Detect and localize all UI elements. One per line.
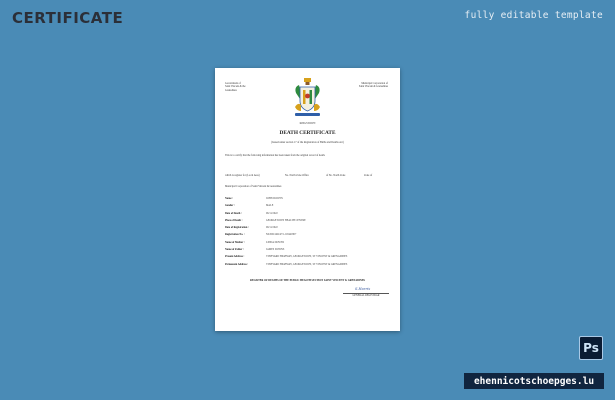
signature-caption: GENERAL REGISTRAR bbox=[352, 294, 380, 297]
field-value: 06/11/2022 bbox=[266, 211, 278, 215]
field-label: Name of Father : bbox=[225, 248, 244, 252]
registration-local-area: which is register for (Local Area) bbox=[225, 174, 260, 177]
header-left-line: Grenadines bbox=[225, 88, 237, 92]
registration-zone: of No. North Zone bbox=[326, 174, 346, 177]
field-row-registration-no bbox=[225, 233, 395, 240]
field-value: JOHN DOWNS bbox=[266, 197, 283, 200]
field-value: JAMES DOWNS bbox=[266, 248, 285, 252]
header-right-line: Saint Vincent & Grenadines bbox=[358, 85, 388, 89]
field-value: LINDA DOWNS bbox=[266, 240, 285, 244]
registrar-heading: REGISTER OF DEATHS OF THE PUBLIC HEALTH SECTION SAINT VINCENT & GRENADINES bbox=[250, 279, 365, 282]
field-row-date-of-death bbox=[225, 212, 395, 219]
header-right bbox=[340, 82, 388, 89]
certificate-paper bbox=[215, 68, 400, 331]
header-left-line: Saint Vincent & the bbox=[225, 85, 246, 89]
field-value: VINEYARD HIGHWAY, GEORGETOWN, ST VINCENT & GRENADINES bbox=[266, 262, 348, 266]
coat-of-arms-icon bbox=[292, 77, 323, 121]
certificate-title: DEATH CERTIFICATE bbox=[279, 130, 336, 136]
field-value: NZ/DD/-RR/47/1-0/0440307 bbox=[266, 233, 297, 237]
field-row-permanent-address bbox=[225, 263, 395, 270]
field-label: Place of Death : bbox=[225, 218, 243, 222]
photoshop-icon: Ps bbox=[579, 336, 603, 360]
field-row-gender bbox=[225, 204, 395, 211]
header-left bbox=[225, 82, 273, 92]
field-label: Present Address : bbox=[225, 255, 245, 259]
field-row-present-address bbox=[225, 255, 395, 262]
certify-statement: This is to certify that the following information has been taken from the original record of death. bbox=[225, 154, 326, 157]
page-subline: fully editable template bbox=[464, 10, 603, 21]
field-row-name bbox=[225, 197, 395, 204]
field-label: Date of Registration : bbox=[225, 226, 249, 230]
registration-office: No. North Zone Office bbox=[285, 174, 309, 177]
field-label: Registration No. : bbox=[225, 233, 245, 237]
field-row-place-of-death bbox=[225, 219, 395, 226]
certificate-fields bbox=[225, 197, 395, 270]
crest-caption: KINGSTOWN bbox=[299, 122, 316, 125]
certificate-subtitle: (Issued under section 17 of the Registration of Births and Deaths Act) bbox=[271, 141, 344, 144]
site-watermark: ehennicotschoepges.lu bbox=[464, 373, 604, 389]
field-value: MALE bbox=[266, 204, 274, 208]
field-label: Date of Death : bbox=[225, 211, 242, 215]
field-value: 09/11/2022 bbox=[266, 226, 278, 230]
signature: S.Harris bbox=[355, 287, 371, 291]
page-headline: CERTIFICATE bbox=[12, 9, 124, 27]
field-row-date-of-registration bbox=[225, 226, 395, 233]
field-label: Name of Mother : bbox=[225, 240, 245, 244]
registration-zone-of: Zone of bbox=[364, 174, 373, 177]
field-label: Permanent Address : bbox=[225, 262, 249, 266]
field-row-mother bbox=[225, 241, 395, 248]
field-value: GEORGETOWN HEALTH CENTRE bbox=[266, 218, 306, 222]
field-value: VINEYARD HIGHWAY, GEORGETOWN, ST VINCENT & GRENADINES bbox=[266, 255, 348, 259]
field-label: Gender : bbox=[225, 204, 235, 208]
field-label: Name : bbox=[225, 197, 233, 200]
field-row-father bbox=[225, 248, 395, 255]
header-left-line: Government of bbox=[225, 82, 241, 85]
municipal-line: Municipal Corporation of Saint Vincent & Grenadines bbox=[225, 185, 282, 188]
header-right-line: Municipal Corporation of bbox=[361, 82, 388, 85]
